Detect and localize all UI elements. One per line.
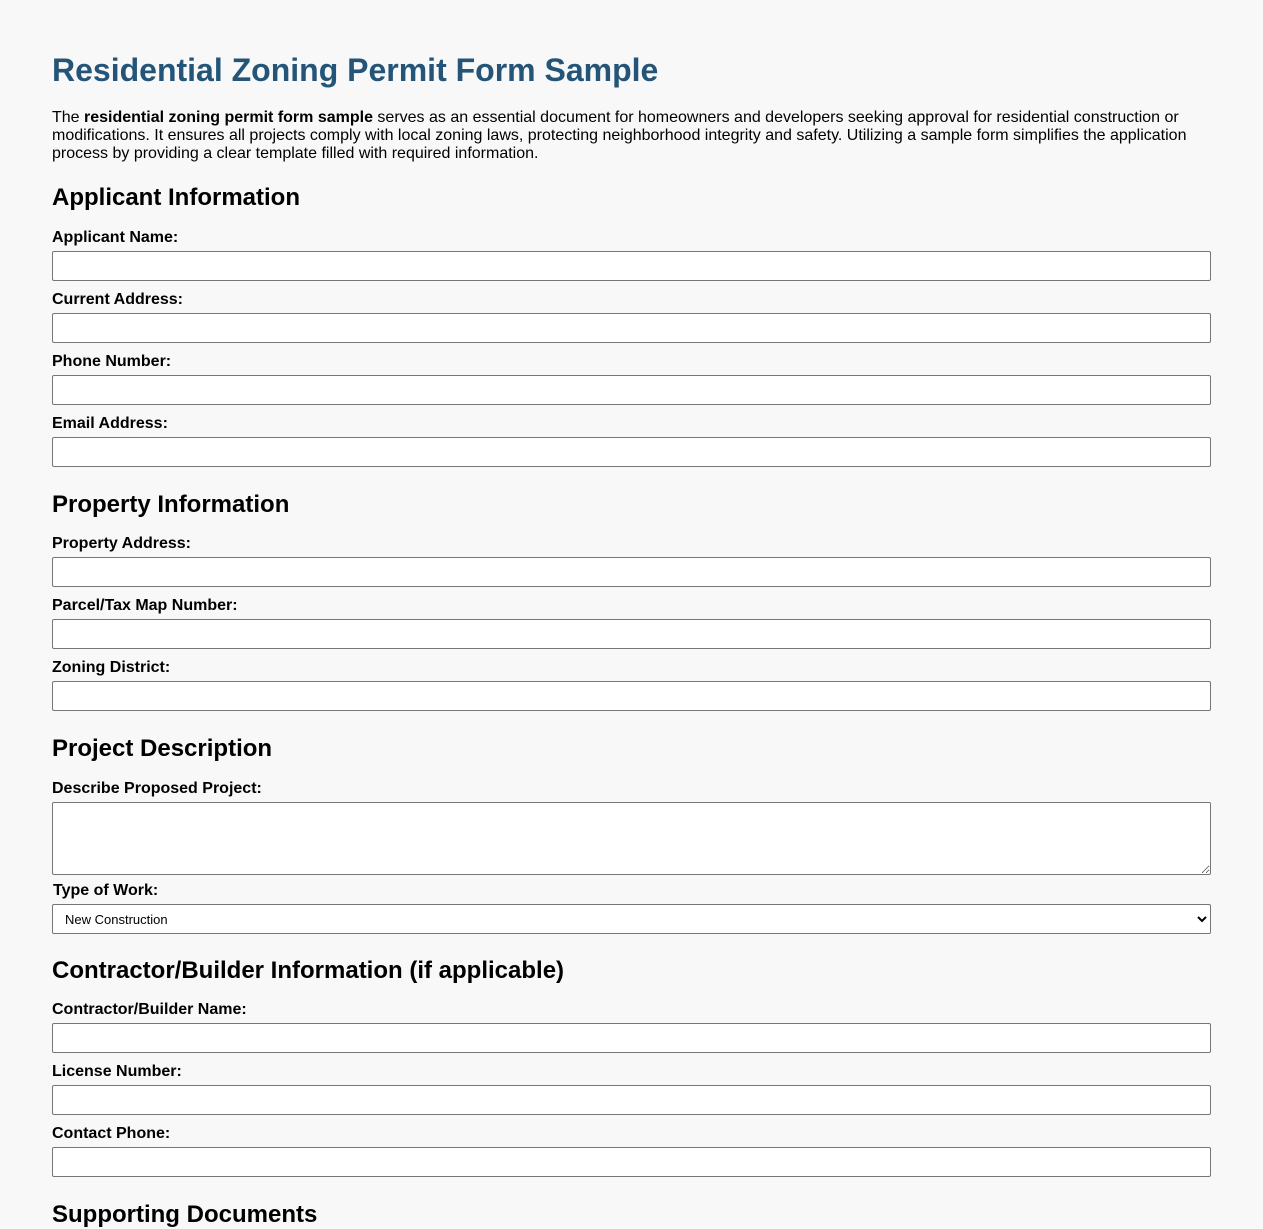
parcel-number-label: Parcel/Tax Map Number: — [52, 597, 238, 614]
email-address-field — [52, 415, 1211, 467]
intro-suffix: serves as an essential document for homeowners and developers seeking approval for residential construction or modifications. It ensures all projects comply with local zoning laws, protecting neighborhood integrity and safety. Utilizing a sample form simplifies the application process by providing a clear template filled with required information. — [52, 109, 1187, 162]
current-address-input[interactable] — [52, 313, 1211, 343]
license-number-field — [52, 1063, 1211, 1115]
intro-paragraph — [52, 109, 1211, 163]
applicant-heading: Applicant Information — [52, 184, 300, 211]
applicant-section — [52, 184, 1211, 467]
describe-project-field — [52, 780, 1211, 875]
contractor-name-input[interactable] — [52, 1023, 1211, 1053]
describe-project-textarea[interactable] — [52, 802, 1211, 875]
current-address-label: Current Address: — [52, 291, 183, 308]
phone-number-field — [52, 353, 1211, 405]
email-address-input[interactable] — [52, 437, 1211, 467]
property-address-label: Property Address: — [52, 535, 191, 552]
zoning-district-label: Zoning District: — [52, 659, 171, 676]
describe-project-label: Describe Proposed Project: — [52, 780, 262, 797]
property-section — [52, 491, 1211, 711]
parcel-number-input[interactable] — [52, 619, 1211, 649]
type-of-work-field — [52, 882, 1211, 934]
property-address-field — [52, 535, 1211, 587]
intro-bold-term: residential zoning permit form sample — [84, 109, 373, 126]
contact-phone-input[interactable] — [52, 1147, 1211, 1177]
license-number-input[interactable] — [52, 1085, 1211, 1115]
zoning-district-field — [52, 659, 1211, 711]
applicant-name-field — [52, 229, 1211, 281]
contractor-name-field — [52, 1001, 1211, 1053]
current-address-field — [52, 291, 1211, 343]
zoning-district-input[interactable] — [52, 681, 1211, 711]
supporting-documents-section — [52, 1201, 1211, 1229]
contact-phone-label: Contact Phone: — [52, 1125, 171, 1142]
project-heading: Project Description — [52, 735, 273, 762]
intro-prefix: The — [52, 109, 85, 126]
contractor-name-label: Contractor/Builder Name: — [52, 1001, 247, 1018]
page-title: Residential Zoning Permit Form Sample — [52, 52, 659, 88]
parcel-number-field — [52, 597, 1211, 649]
supporting-documents-heading: Supporting Documents — [52, 1201, 318, 1228]
type-of-work-select[interactable] — [52, 904, 1211, 934]
type-of-work-label: Type of Work: — [53, 882, 159, 899]
applicant-name-label: Applicant Name: — [52, 229, 179, 246]
license-number-label: License Number: — [52, 1063, 182, 1080]
phone-number-input[interactable] — [52, 375, 1211, 405]
contractor-heading: Contractor/Builder Information (if applicable) — [52, 957, 565, 984]
project-section — [52, 735, 1211, 934]
applicant-name-input[interactable] — [52, 251, 1211, 281]
email-address-label: Email Address: — [52, 415, 168, 432]
phone-number-label: Phone Number: — [52, 353, 172, 370]
property-heading: Property Information — [52, 491, 290, 518]
property-address-input[interactable] — [52, 557, 1211, 587]
contractor-section — [52, 957, 1211, 1177]
contact-phone-field — [52, 1125, 1211, 1177]
